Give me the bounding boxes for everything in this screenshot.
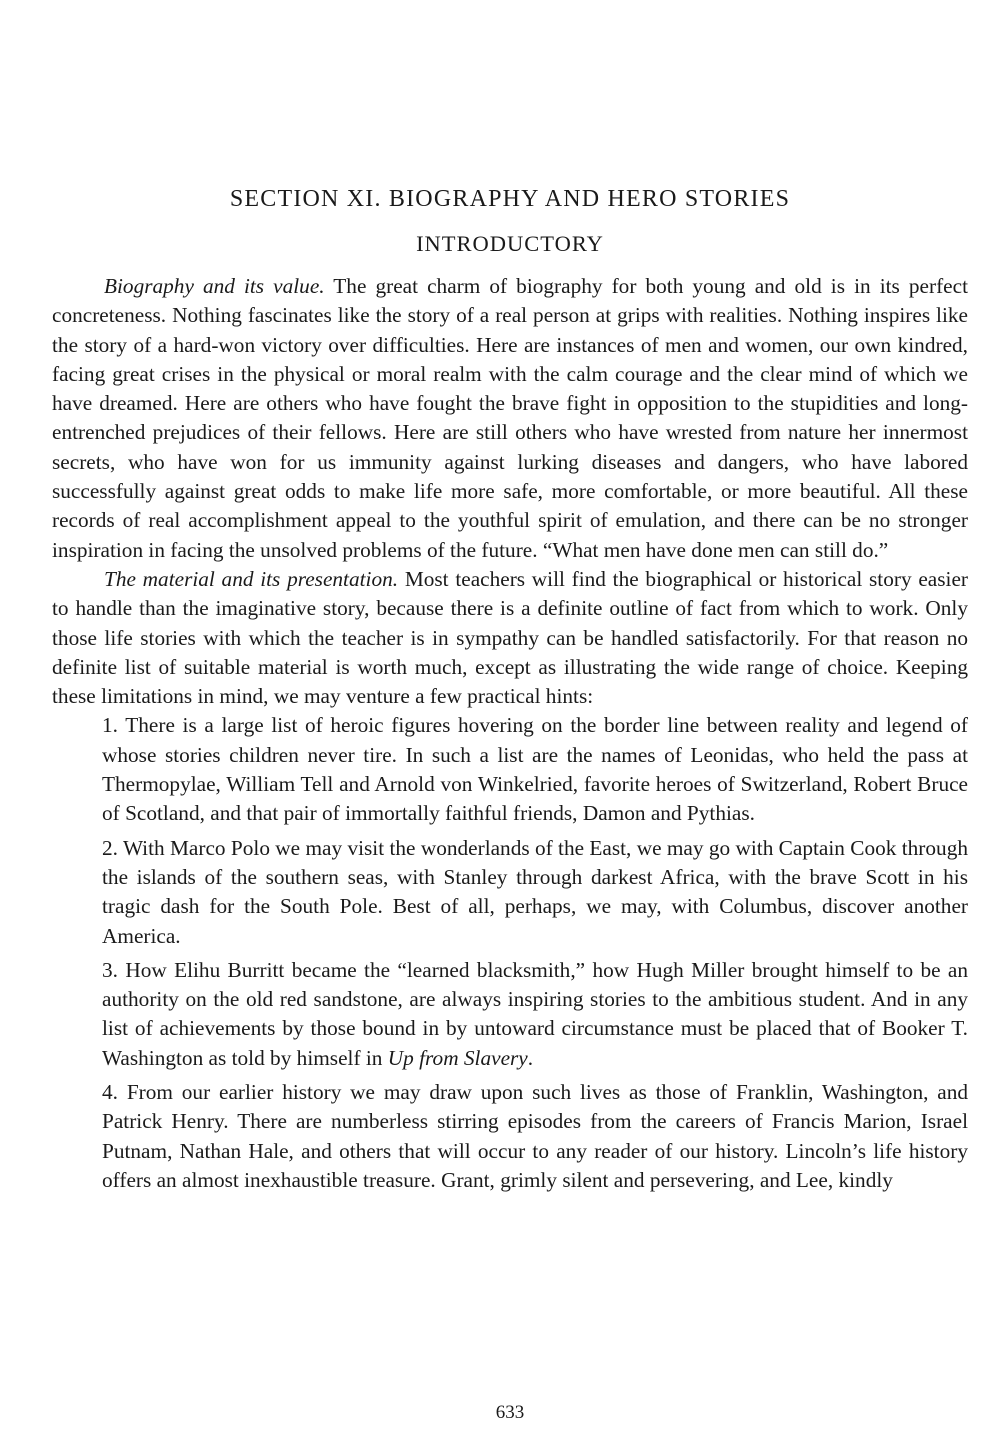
list-number: 1. [102,713,118,738]
section-subtitle: INTRODUCTORY [416,231,604,256]
book-page [52,0,968,1437]
list-number: 3. [102,957,118,982]
list-text: There is a large list of heroic figures hovering on the border line between reality and legend of whose stories children never tire. In such a list are the names of Leonidas, who held the pass at Thermopylae, William Tell and Arnold von Winkelried, favorite heroes of Switzerland, Robert Bruce of Scotland, and that pair of immortally faithful friends, Damon and Pythias. [102,713,968,826]
list-item-1 [102,711,968,828]
paragraph-text: The great charm of biography for both young and old is in its perfect concreteness. Nothing fascinates like the story of a real person at grips with realities. Nothing inspires like the story of a hard-won victory over difficulties. Here are instances of men and women, our own kindred, facing great crises in the physical or moral realm with the calm courage and the clear mind of which we have dreamed. Here are others who have fought the brave fight in opposition to the stupidities and long-entrenched prejudices of their fellows. Here are still others who have wrested from nature her innermost secrets, who have won for us immunity against lurking diseases and dangers, who have labored successfully against great odds to make life more safe, more comfortable, or more beautiful. All these records of real accomplishment appeal to the youthful spirit of emulation, and there can be no stronger inspiration in facing the unsolved problems of the future. “What men have done men can still do.” [52,274,968,562]
list-number: 2. [102,835,118,860]
list-text: From our earlier history we may draw upon such lives as those of Franklin, Washington, and Patrick Henry. There are numberless stirring episodes from the careers of Francis Marion, Israel Putnam, Nathan Hale, and others that will occur to any reader of our history. Lincoln’s life history offers an almost inexhaustible treasure. Grant, grimly silent and persevering, and Lee, kindly [102,1080,968,1192]
list-item-4 [102,1078,968,1195]
list-text-end: . [527,1045,534,1070]
list-text: With Marco Polo we may visit the wonderlands of the East, we may go with Captain Cook through the islands of the southern seas, with Stanley through darkest Africa, with the brave Scott in his tragic dash for the South Pole. Best of all, perhaps, we may, with Columbus, discover another America. [102,835,968,948]
paragraph-lead: Biography and its value. [104,274,325,298]
section-title: SECTION XI. BIOGRAPHY AND HERO STORIES [229,186,791,212]
paragraph-lead: The material and its presentation. [104,566,399,591]
list-item-2 [102,834,968,951]
paragraph-material-presentation [52,565,968,711]
paragraph-text: Most teachers will find the biographical or historical story easier to handle than the imaginative story, because there is a definite outline of fact from which to work. Only those life stories with which the teacher is in sympathy can be handled satisfactorily. For that reason no definite list of suitable material is worth much, except as illustrating the wide range of choice. Keeping these limitations in mind, we may venture a few practical hints: [52,566,968,709]
page-body [52,272,968,1195]
list-number: 4. [102,1080,118,1105]
list-text: How Elihu Burritt became the “learned blacksmith,” how Hugh Miller brought himself to be an authority on the old red sandstone, are always inspiring stories to the ambitious student. And in any list of achievements by those bound in by untoward circumstance must be placed that of Booker T. Washington as told by himself in [102,957,968,1070]
paragraph-biography-value [52,272,968,565]
book-title: Up from Slavery [387,1045,528,1070]
page-number: 633 [495,1402,525,1423]
list-item-3 [102,956,968,1073]
